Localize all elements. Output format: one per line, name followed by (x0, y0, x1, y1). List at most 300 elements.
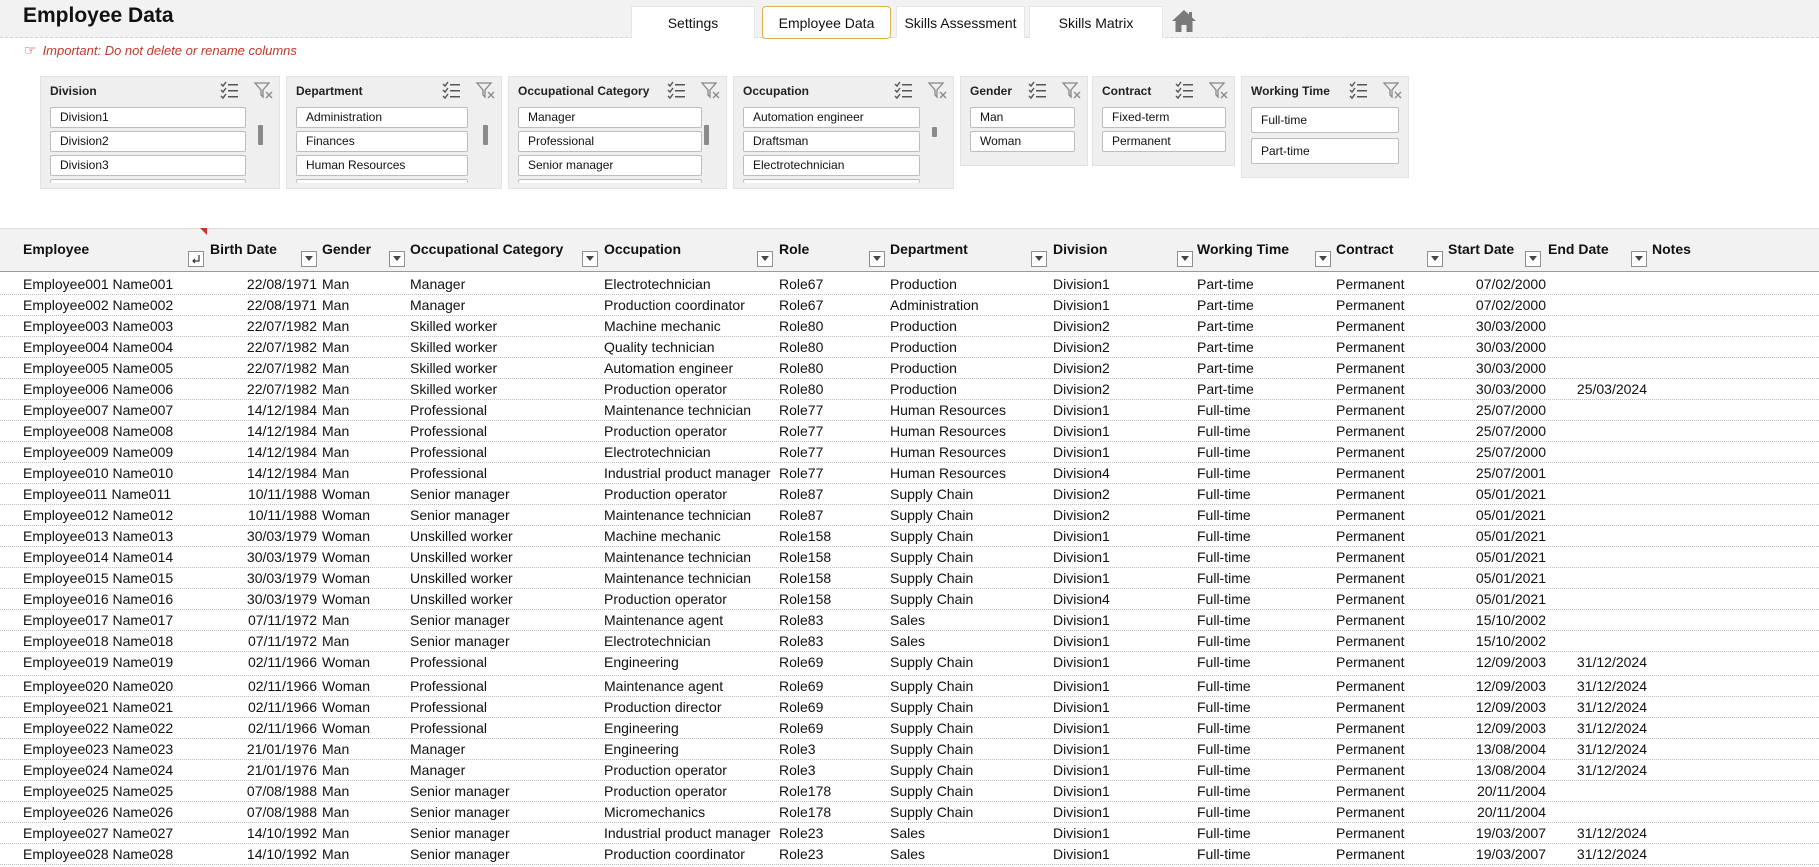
cell-division[interactable]: Division2 (1053, 360, 1110, 376)
cell-working-time[interactable]: Full-time (1197, 783, 1251, 799)
cell-department[interactable]: Supply Chain (890, 720, 974, 736)
cell-employee[interactable]: Employee020 Name020 (23, 678, 174, 694)
slicer-scrollbar[interactable] (704, 125, 709, 145)
multi-select-icon[interactable] (1027, 80, 1047, 100)
cell-start-date[interactable]: 25/07/2000 (1475, 423, 1546, 439)
cell-occupation[interactable]: Production operator (604, 762, 727, 778)
cell-division[interactable]: Division1 (1053, 549, 1110, 565)
cell-role[interactable]: Role69 (779, 678, 824, 694)
slicer-item[interactable]: Full-time (1251, 107, 1399, 133)
cell-occupational-category[interactable]: Senior manager (410, 825, 510, 841)
cell-department[interactable]: Administration (890, 297, 979, 313)
cell-contract[interactable]: Permanent (1336, 654, 1405, 670)
cell-occupation[interactable]: Production operator (604, 591, 727, 607)
slicer-item[interactable]: Division1 (50, 107, 246, 128)
slicer-item[interactable]: Manager (518, 107, 702, 128)
cell-role[interactable]: Role69 (779, 720, 824, 736)
cell-role[interactable]: Role158 (779, 591, 832, 607)
cell-occupation[interactable]: Micromechanics (604, 804, 706, 820)
cell-occupation[interactable]: Production operator (604, 486, 727, 502)
cell-division[interactable]: Division2 (1053, 339, 1110, 355)
cell-working-time[interactable]: Full-time (1197, 654, 1251, 670)
cell-working-time[interactable]: Part-time (1197, 276, 1254, 292)
cell-division[interactable]: Division2 (1053, 507, 1110, 523)
cell-contract[interactable]: Permanent (1336, 276, 1405, 292)
cell-occupational-category[interactable]: Senior manager (410, 633, 510, 649)
slicer-item-partial[interactable] (743, 179, 920, 183)
cell-role[interactable]: Role158 (779, 570, 832, 586)
cell-end-date[interactable]: 31/12/2024 (1576, 846, 1647, 862)
cell-working-time[interactable]: Full-time (1197, 846, 1251, 862)
cell-working-time[interactable]: Full-time (1197, 486, 1251, 502)
cell-role[interactable]: Role80 (779, 318, 824, 334)
cell-occupation[interactable]: Engineering (604, 720, 679, 736)
table-row[interactable] (0, 676, 1819, 697)
cell-birth-date[interactable]: 14/12/1984 (246, 465, 317, 481)
cell-contract[interactable]: Permanent (1336, 678, 1405, 694)
clear-filter-icon[interactable] (1061, 80, 1081, 100)
cell-contract[interactable]: Permanent (1336, 741, 1405, 757)
cell-start-date[interactable]: 12/09/2003 (1475, 699, 1546, 715)
cell-department[interactable]: Supply Chain (890, 570, 974, 586)
cell-birth-date[interactable]: 30/03/1979 (246, 591, 317, 607)
slicer-item[interactable]: Division2 (50, 131, 246, 152)
cell-department[interactable]: Supply Chain (890, 528, 974, 544)
cell-department[interactable]: Human Resources (890, 444, 1006, 460)
cell-division[interactable]: Division1 (1053, 762, 1110, 778)
cell-occupational-category[interactable]: Skilled worker (410, 318, 498, 334)
cell-division[interactable]: Division1 (1053, 825, 1110, 841)
cell-role[interactable]: Role158 (779, 528, 832, 544)
cell-end-date[interactable]: 25/03/2024 (1576, 381, 1647, 397)
cell-gender[interactable]: Woman (322, 654, 370, 670)
slicer-item[interactable]: Professional (518, 131, 702, 152)
cell-department[interactable]: Supply Chain (890, 762, 974, 778)
cell-department[interactable]: Supply Chain (890, 741, 974, 757)
cell-occupational-category[interactable]: Senior manager (410, 804, 510, 820)
cell-birth-date[interactable]: 14/12/1984 (246, 402, 317, 418)
cell-occupation[interactable]: Production director (604, 699, 722, 715)
cell-birth-date[interactable]: 30/03/1979 (246, 528, 317, 544)
cell-start-date[interactable]: 05/01/2021 (1475, 507, 1546, 523)
cell-contract[interactable]: Permanent (1336, 507, 1405, 523)
tab-skills-assessment[interactable]: Skills Assessment (896, 6, 1025, 38)
slicer-item-partial[interactable] (296, 179, 468, 183)
cell-department[interactable]: Supply Chain (890, 783, 974, 799)
cell-start-date[interactable]: 07/02/2000 (1475, 297, 1546, 313)
cell-employee[interactable]: Employee028 Name028 (23, 846, 174, 862)
cell-start-date[interactable]: 12/09/2003 (1475, 654, 1546, 670)
cell-working-time[interactable]: Full-time (1197, 528, 1251, 544)
cell-division[interactable]: Division1 (1053, 699, 1110, 715)
cell-employee[interactable]: Employee017 Name017 (23, 612, 174, 628)
cell-birth-date[interactable]: 22/08/1971 (246, 276, 317, 292)
cell-role[interactable]: Role83 (779, 612, 824, 628)
cell-occupational-category[interactable]: Senior manager (410, 486, 510, 502)
cell-department[interactable]: Supply Chain (890, 486, 974, 502)
cell-division[interactable]: Division1 (1053, 741, 1110, 757)
cell-employee[interactable]: Employee021 Name021 (23, 699, 174, 715)
cell-division[interactable]: Division4 (1053, 465, 1110, 481)
cell-contract[interactable]: Permanent (1336, 612, 1405, 628)
cell-occupation[interactable]: Quality technician (604, 339, 715, 355)
cell-birth-date[interactable]: 22/07/1982 (246, 339, 317, 355)
cell-start-date[interactable]: 15/10/2002 (1475, 633, 1546, 649)
cell-end-date[interactable]: 31/12/2024 (1576, 720, 1647, 736)
cell-end-date[interactable]: 31/12/2024 (1576, 699, 1647, 715)
table-row[interactable] (0, 379, 1819, 400)
table-row[interactable] (0, 421, 1819, 442)
slicer-item[interactable]: Human Resources (296, 155, 468, 176)
filter-dropdown-division[interactable] (1177, 251, 1193, 267)
table-row[interactable] (0, 718, 1819, 739)
slicer-item-partial[interactable] (518, 179, 702, 183)
cell-occupation[interactable]: Maintenance technician (604, 507, 752, 523)
cell-start-date[interactable]: 12/09/2003 (1475, 720, 1546, 736)
cell-employee[interactable]: Employee015 Name015 (23, 570, 174, 586)
cell-employee[interactable]: Employee004 Name004 (23, 339, 174, 355)
cell-birth-date[interactable]: 22/07/1982 (246, 360, 317, 376)
cell-working-time[interactable]: Full-time (1197, 549, 1251, 565)
cell-contract[interactable]: Permanent (1336, 699, 1405, 715)
cell-role[interactable]: Role77 (779, 465, 824, 481)
cell-role[interactable]: Role87 (779, 486, 824, 502)
cell-department[interactable]: Supply Chain (890, 549, 974, 565)
table-row[interactable] (0, 697, 1819, 718)
cell-role[interactable]: Role77 (779, 423, 824, 439)
table-row[interactable] (0, 463, 1819, 484)
cell-birth-date[interactable]: 07/11/1972 (247, 633, 317, 649)
multi-select-icon[interactable] (1348, 80, 1368, 100)
home-icon[interactable] (1170, 8, 1198, 34)
cell-division[interactable]: Division1 (1053, 444, 1110, 460)
cell-employee[interactable]: Employee006 Name006 (23, 381, 174, 397)
cell-occupational-category[interactable]: Professional (410, 465, 488, 481)
table-row[interactable] (0, 568, 1819, 589)
cell-start-date[interactable]: 13/08/2004 (1475, 741, 1546, 757)
table-row[interactable] (0, 739, 1819, 760)
cell-working-time[interactable]: Full-time (1197, 423, 1251, 439)
cell-department[interactable]: Human Resources (890, 423, 1006, 439)
cell-working-time[interactable]: Part-time (1197, 381, 1254, 397)
cell-working-time[interactable]: Full-time (1197, 633, 1251, 649)
cell-working-time[interactable]: Part-time (1197, 360, 1254, 376)
cell-occupation[interactable]: Maintenance technician (604, 570, 752, 586)
cell-gender[interactable]: Man (322, 318, 350, 334)
cell-gender[interactable]: Woman (322, 591, 370, 607)
cell-gender[interactable]: Woman (322, 699, 370, 715)
cell-birth-date[interactable]: 30/03/1979 (246, 570, 317, 586)
cell-occupation[interactable]: Engineering (604, 654, 679, 670)
cell-start-date[interactable]: 30/03/2000 (1475, 339, 1546, 355)
table-row[interactable] (0, 505, 1819, 526)
cell-employee[interactable]: Employee011 Name011 (23, 486, 172, 502)
cell-gender[interactable]: Woman (322, 720, 370, 736)
cell-occupation[interactable]: Production operator (604, 381, 727, 397)
cell-role[interactable]: Role23 (779, 846, 824, 862)
clear-filter-icon[interactable] (700, 80, 720, 100)
table-row[interactable] (0, 547, 1819, 568)
cell-role[interactable]: Role178 (779, 783, 832, 799)
slicer-item[interactable]: Automation engineer (743, 107, 920, 128)
multi-select-icon[interactable] (219, 80, 239, 100)
cell-start-date[interactable]: 12/09/2003 (1475, 678, 1546, 694)
cell-start-date[interactable]: 05/01/2021 (1475, 591, 1546, 607)
cell-role[interactable]: Role3 (779, 762, 816, 778)
cell-division[interactable]: Division1 (1053, 783, 1110, 799)
cell-start-date[interactable]: 30/03/2000 (1475, 318, 1546, 334)
cell-occupational-category[interactable]: Manager (410, 762, 466, 778)
cell-employee[interactable]: Employee027 Name027 (23, 825, 174, 841)
cell-birth-date[interactable]: 22/07/1982 (246, 381, 317, 397)
cell-gender[interactable]: Woman (322, 570, 370, 586)
slicer-item[interactable]: Fixed-term (1102, 107, 1226, 128)
table-row[interactable] (0, 295, 1819, 316)
cell-birth-date[interactable]: 07/08/1988 (246, 804, 317, 820)
cell-occupational-category[interactable]: Unskilled worker (410, 549, 513, 565)
cell-employee[interactable]: Employee013 Name013 (23, 528, 174, 544)
cell-contract[interactable]: Permanent (1336, 360, 1405, 376)
table-row[interactable] (0, 526, 1819, 547)
table-row[interactable] (0, 484, 1819, 505)
cell-working-time[interactable]: Full-time (1197, 720, 1251, 736)
cell-birth-date[interactable]: 14/10/1992 (246, 825, 317, 841)
table-row[interactable] (0, 442, 1819, 463)
clear-filter-icon[interactable] (1382, 80, 1402, 100)
table-row[interactable] (0, 316, 1819, 337)
cell-employee[interactable]: Employee022 Name022 (23, 720, 174, 736)
cell-birth-date[interactable]: 14/12/1984 (246, 444, 317, 460)
cell-role[interactable]: Role67 (779, 297, 824, 313)
cell-contract[interactable]: Permanent (1336, 465, 1405, 481)
cell-division[interactable]: Division1 (1053, 654, 1110, 670)
cell-occupation[interactable]: Electrotechnician (604, 276, 711, 292)
cell-start-date[interactable]: 05/01/2021 (1475, 570, 1546, 586)
cell-start-date[interactable]: 19/03/2007 (1475, 846, 1546, 862)
cell-end-date[interactable]: 31/12/2024 (1576, 825, 1647, 841)
cell-contract[interactable]: Permanent (1336, 423, 1405, 439)
cell-birth-date[interactable]: 10/11/1988 (247, 507, 317, 523)
cell-occupation[interactable]: Electrotechnician (604, 633, 711, 649)
cell-gender[interactable]: Man (322, 846, 350, 862)
cell-start-date[interactable]: 30/03/2000 (1475, 360, 1546, 376)
cell-contract[interactable]: Permanent (1336, 549, 1405, 565)
cell-department[interactable]: Supply Chain (890, 507, 974, 523)
slicer-item[interactable]: Part-time (1251, 138, 1399, 164)
cell-department[interactable]: Human Resources (890, 402, 1006, 418)
cell-role[interactable]: Role23 (779, 825, 824, 841)
cell-end-date[interactable]: 31/12/2024 (1576, 741, 1647, 757)
cell-contract[interactable]: Permanent (1336, 444, 1405, 460)
cell-division[interactable]: Division1 (1053, 720, 1110, 736)
cell-division[interactable]: Division1 (1053, 297, 1110, 313)
cell-department[interactable]: Supply Chain (890, 591, 974, 607)
cell-birth-date[interactable]: 07/08/1988 (246, 783, 317, 799)
cell-start-date[interactable]: 07/02/2000 (1475, 276, 1546, 292)
cell-birth-date[interactable]: 22/08/1971 (246, 297, 317, 313)
clear-filter-icon[interactable] (927, 80, 947, 100)
cell-contract[interactable]: Permanent (1336, 297, 1405, 313)
cell-department[interactable]: Supply Chain (890, 699, 974, 715)
slicer-item[interactable]: Woman (970, 131, 1075, 152)
cell-occupation[interactable]: Production operator (604, 783, 727, 799)
cell-start-date[interactable]: 19/03/2007 (1475, 825, 1546, 841)
cell-occupational-category[interactable]: Manager (410, 276, 466, 292)
cell-department[interactable]: Sales (890, 612, 926, 628)
cell-division[interactable]: Division1 (1053, 276, 1110, 292)
cell-division[interactable]: Division1 (1053, 423, 1110, 439)
table-row[interactable] (0, 358, 1819, 379)
cell-gender[interactable]: Man (322, 804, 350, 820)
cell-birth-date[interactable]: 22/07/1982 (246, 318, 317, 334)
cell-department[interactable]: Sales (890, 825, 926, 841)
cell-division[interactable]: Division1 (1053, 633, 1110, 649)
cell-division[interactable]: Division4 (1053, 591, 1110, 607)
slicer-item[interactable]: Man (970, 107, 1075, 128)
cell-contract[interactable]: Permanent (1336, 846, 1405, 862)
cell-employee[interactable]: Employee014 Name014 (23, 549, 174, 565)
cell-department[interactable]: Production (890, 339, 957, 355)
cell-gender[interactable]: Woman (322, 678, 370, 694)
cell-occupational-category[interactable]: Professional (410, 720, 488, 736)
cell-start-date[interactable]: 25/07/2000 (1475, 444, 1546, 460)
table-row[interactable] (0, 781, 1819, 802)
table-row[interactable] (0, 760, 1819, 781)
cell-division[interactable]: Division1 (1053, 804, 1110, 820)
clear-filter-icon[interactable] (253, 80, 273, 100)
cell-occupation[interactable]: Automation engineer (604, 360, 734, 376)
cell-employee[interactable]: Employee026 Name026 (23, 804, 174, 820)
cell-occupational-category[interactable]: Senior manager (410, 783, 510, 799)
filter-dropdown-gender[interactable] (389, 251, 405, 267)
cell-start-date[interactable]: 13/08/2004 (1475, 762, 1546, 778)
cell-occupational-category[interactable]: Professional (410, 423, 488, 439)
cell-department[interactable]: Supply Chain (890, 654, 974, 670)
cell-working-time[interactable]: Part-time (1197, 339, 1254, 355)
cell-working-time[interactable]: Full-time (1197, 465, 1251, 481)
cell-birth-date[interactable]: 14/10/1992 (246, 846, 317, 862)
table-row[interactable] (0, 400, 1819, 421)
cell-occupational-category[interactable]: Skilled worker (410, 339, 498, 355)
cell-gender[interactable]: Man (322, 465, 350, 481)
filter-dropdown-occupation[interactable] (757, 251, 773, 267)
cell-contract[interactable]: Permanent (1336, 570, 1405, 586)
slicer-item[interactable]: Draftsman (743, 131, 920, 152)
cell-role[interactable]: Role80 (779, 360, 824, 376)
cell-birth-date[interactable]: 02/11/1966 (247, 678, 317, 694)
cell-employee[interactable]: Employee008 Name008 (23, 423, 174, 439)
slicer-scrollbar[interactable] (932, 127, 937, 137)
cell-role[interactable]: Role158 (779, 549, 832, 565)
cell-occupational-category[interactable]: Unskilled worker (410, 528, 513, 544)
cell-contract[interactable]: Permanent (1336, 381, 1405, 397)
cell-role[interactable]: Role83 (779, 633, 824, 649)
filter-dropdown-role[interactable] (869, 251, 885, 267)
multi-select-icon[interactable] (1174, 80, 1194, 100)
cell-start-date[interactable]: 25/07/2001 (1475, 465, 1546, 481)
cell-employee[interactable]: Employee010 Name010 (23, 465, 174, 481)
cell-contract[interactable]: Permanent (1336, 762, 1405, 778)
table-row[interactable] (0, 337, 1819, 358)
cell-department[interactable]: Sales (890, 633, 926, 649)
cell-gender[interactable]: Man (322, 297, 350, 313)
slicer-scrollbar[interactable] (258, 125, 263, 145)
cell-contract[interactable]: Permanent (1336, 528, 1405, 544)
table-row[interactable] (0, 802, 1819, 823)
cell-occupational-category[interactable]: Unskilled worker (410, 570, 513, 586)
cell-end-date[interactable]: 31/12/2024 (1576, 762, 1647, 778)
cell-gender[interactable]: Man (322, 402, 350, 418)
cell-occupational-category[interactable]: Professional (410, 699, 488, 715)
cell-gender[interactable]: Woman (322, 486, 370, 502)
cell-contract[interactable]: Permanent (1336, 783, 1405, 799)
cell-working-time[interactable]: Full-time (1197, 741, 1251, 757)
tab-settings[interactable]: Settings (631, 6, 755, 38)
cell-working-time[interactable]: Full-time (1197, 570, 1251, 586)
cell-role[interactable]: Role69 (779, 654, 824, 670)
cell-employee[interactable]: Employee012 Name012 (23, 507, 174, 523)
cell-employee[interactable]: Employee023 Name023 (23, 741, 174, 757)
cell-contract[interactable]: Permanent (1336, 339, 1405, 355)
cell-gender[interactable]: Man (322, 381, 350, 397)
slicer-item[interactable]: Division3 (50, 155, 246, 176)
cell-gender[interactable]: Woman (322, 528, 370, 544)
cell-employee[interactable]: Employee002 Name002 (23, 297, 174, 313)
cell-role[interactable]: Role3 (779, 741, 816, 757)
cell-working-time[interactable]: Full-time (1197, 804, 1251, 820)
cell-birth-date[interactable]: 02/11/1966 (247, 720, 317, 736)
slicer-item[interactable]: Administration (296, 107, 468, 128)
cell-employee[interactable]: Employee016 Name016 (23, 591, 174, 607)
cell-occupational-category[interactable]: Skilled worker (410, 381, 498, 397)
cell-department[interactable]: Production (890, 318, 957, 334)
cell-occupational-category[interactable]: Manager (410, 297, 466, 313)
multi-select-icon[interactable] (441, 80, 461, 100)
cell-birth-date[interactable]: 02/11/1966 (247, 699, 317, 715)
cell-gender[interactable]: Woman (322, 507, 370, 523)
filter-dropdown-department[interactable] (1031, 251, 1047, 267)
cell-division[interactable]: Division1 (1053, 402, 1110, 418)
cell-role[interactable]: Role67 (779, 276, 824, 292)
table-row[interactable] (0, 823, 1819, 844)
cell-occupational-category[interactable]: Senior manager (410, 507, 510, 523)
cell-occupational-category[interactable]: Professional (410, 444, 488, 460)
clear-filter-icon[interactable] (475, 80, 495, 100)
cell-working-time[interactable]: Full-time (1197, 699, 1251, 715)
cell-division[interactable]: Division1 (1053, 570, 1110, 586)
filter-dropdown-employee[interactable] (188, 251, 204, 267)
cell-employee[interactable]: Employee019 Name019 (23, 654, 174, 670)
cell-start-date[interactable]: 05/01/2021 (1475, 549, 1546, 565)
cell-gender[interactable]: Man (322, 612, 350, 628)
filter-dropdown-contract[interactable] (1427, 251, 1443, 267)
slicer-item-partial[interactable] (50, 179, 246, 183)
cell-department[interactable]: Production (890, 276, 957, 292)
cell-working-time[interactable]: Full-time (1197, 507, 1251, 523)
cell-division[interactable]: Division1 (1053, 612, 1110, 628)
cell-working-time[interactable]: Full-time (1197, 825, 1251, 841)
cell-start-date[interactable]: 05/01/2021 (1475, 486, 1546, 502)
cell-occupation[interactable]: Maintenance technician (604, 402, 752, 418)
cell-department[interactable]: Supply Chain (890, 678, 974, 694)
cell-birth-date[interactable]: 02/11/1966 (247, 654, 317, 670)
cell-working-time[interactable]: Part-time (1197, 297, 1254, 313)
cell-role[interactable]: Role80 (779, 339, 824, 355)
table-row[interactable] (0, 631, 1819, 652)
cell-end-date[interactable]: 31/12/2024 (1576, 678, 1647, 694)
cell-working-time[interactable]: Full-time (1197, 591, 1251, 607)
cell-role[interactable]: Role69 (779, 699, 824, 715)
